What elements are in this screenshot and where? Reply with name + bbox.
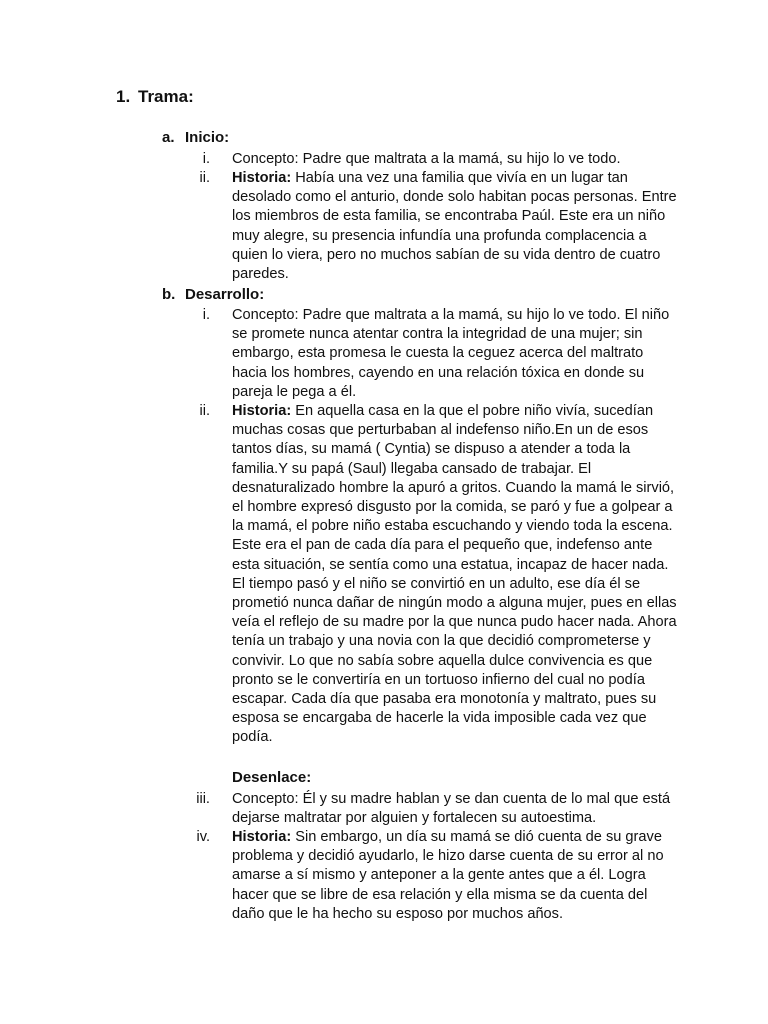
section-title: Trama: <box>138 87 194 106</box>
item-paragraph-2: El tiempo pasó y el niño se convirtió en un adulto, ese día él se prometió nunca dañar de ningún modo a alguna mujer, pues en ellas veía el reflejo de su madre por la que nunca pudo hacer nada. Ahora tenía un trabajo y una novia con la que decidió comprometerse y convivir. Lo que no sabía sobre aquella dulce convivencia es que pronto se le convertiría en un tortuoso infierno del cual no podía escapar. Cada día que pasaba era monotonía y maltrato, pues su esposa se encargaba de hacerle la vida imposible cada vez que podía. <box>232 575 677 746</box>
item-label: Historia: <box>232 829 292 845</box>
roman-numeral: iii. <box>196 791 210 807</box>
roman-numeral: i. <box>202 151 210 167</box>
roman-numeral: ii. <box>199 403 210 419</box>
subheading-desenlace: Desenlace: <box>232 769 312 786</box>
item-text: Concepto: Él y su madre hablan y se dan cuenta de lo mal que está dejarse maltratar por alguien y fortalecen su autoestima. <box>232 791 671 827</box>
item-text: Concepto: Padre que maltrata a la mamá, su hijo lo ve todo. El niño se promete nunca atentar contra la integridad de una mujer; sin embargo, esta promesa le cuesta la ceguez acerca del maltrato hacia los hombres, cayendo en una relación tóxica en donde su pareja le pega a él. <box>232 307 670 400</box>
item-label: Historia: <box>232 170 292 186</box>
subheading-inicio <box>162 129 229 146</box>
roman-numeral: ii. <box>199 170 210 186</box>
section-number: 1. <box>116 87 131 106</box>
item-text: En aquella casa en la que el pobre niño vivía, sucedían muchas cosas que perturbaban al indefenso niño.En un de esos tantos días, su mamá ( Cyntia) se dispuso a atender a toda la familia.Y su papá (Saul) llegaba cansado de trabajar. El desnaturalizado hombre la apuró a gritos. Cuando la mamá le sirvió, el hombre expresó disgusto por la comida, se paró y fue a golpear a la mamá, el pobre niño estaba escuchando y viendo toda la escena. Este era el pan de cada día para el pequeño que, indefenso ante esta situación, se sentía como una estatua, incapaz de hacer nada. <box>232 403 675 573</box>
subheading-letter: a. <box>162 129 175 146</box>
subheading-desarrollo <box>162 286 264 303</box>
roman-numeral: i. <box>202 307 210 323</box>
item-text: Concepto: Padre que maltrata a la mamá, su hijo lo ve todo. <box>232 151 621 167</box>
subheading-title: Inicio: <box>185 129 230 146</box>
item-label: Historia: <box>232 403 292 419</box>
item-text: Había una vez una familia que vivía en un lugar tan desolado como el anturio, donde solo habitan pocas personas. Entre los miembros de esta familia, se encontraba Paúl. Este era un niño muy alegre, su presencia infundía una profunda complacencia a quien lo viera, pero no muchos sabían de su vida dentro de cuatro paredes. <box>232 170 677 283</box>
roman-numeral: iv. <box>196 829 210 845</box>
section-heading-trama <box>116 87 194 107</box>
subheading-title: Desarrollo: <box>185 286 265 303</box>
subheading-letter: b. <box>162 286 176 303</box>
item-text: Sin embargo, un día su mamá se dió cuenta de su grave problema y decidió ayudarlo, le hizo darse cuenta de su error al no amarse a sí mismo y anteponer a la gente antes que a él. Logra hacer que se libre de esa relación y ella misma se da cuenta del daño que le ha hecho su esposo por muchos años. <box>232 829 664 922</box>
